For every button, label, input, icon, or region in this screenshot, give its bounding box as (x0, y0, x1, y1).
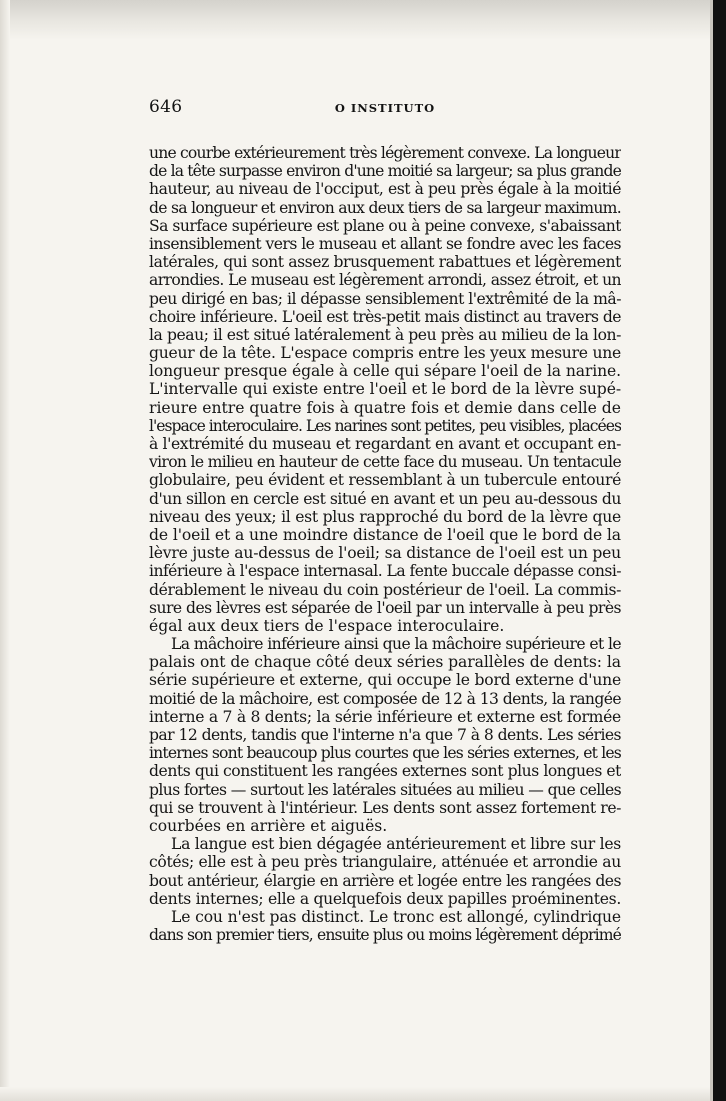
text-line: peu dirigé en bas; il dépasse sensiblement l'extrêmité de la mâ- (149, 289, 621, 308)
text-line: arrondies. Le museau est légèrement arrondi, assez étroit, et un (149, 271, 621, 290)
text-line: L'intervalle qui existe entre l'oeil et le bord de la lèvre supé- (149, 380, 621, 399)
text-line: insensiblement vers le museau et allant se fondre avec les faces (149, 234, 621, 253)
text-line: viron le milieu en hauteur de cette face du museau. Un tentacule (149, 453, 621, 472)
text-line: choire inférieure. L'oeil est très-petit mais distinct au travers de (149, 307, 621, 326)
text-line: interne a 7 à 8 dents; la série inférieure et externe est formée (149, 707, 621, 726)
text-line: niveau des yeux; il est plus rapproché du bord de la lèvre que (149, 507, 621, 526)
text-line: qui se trouvent à l'intérieur. Les dents sont assez fortement re- (149, 798, 621, 817)
text-line: dérablement le niveau du coin postérieur de l'oeil. La commis- (149, 580, 621, 599)
text-line: inférieure à l'espace internasal. La fente buccale dépasse consi- (149, 562, 621, 581)
text-line: Le cou n'est pas distinct. Le tronc est allongé, cylindrique (171, 907, 621, 926)
text-line: de sa longueur et environ aux deux tiers de sa largeur maximum. (149, 198, 621, 217)
text-line: sure des lèvres est séparée de l'oeil par un intervalle à peu près (149, 598, 621, 617)
text-line: dents internes; elle a quelquefois deux papilles proéminentes. (149, 889, 621, 908)
text-line: bout antérieur, élargie en arrière et logée entre les rangées des (149, 871, 621, 890)
text-line: internes sont beaucoup plus courtes que les séries externes, et les (149, 744, 621, 763)
text-line: rieure entre quatre fois à quatre fois et demie dans celle de (149, 398, 621, 417)
text-line: plus fortes — surtout les latérales situées au milieu — que celles (149, 780, 621, 799)
text-line: dans son premier tiers, ensuite plus ou moins légèrement déprimé (149, 926, 621, 945)
scan-right-border (713, 0, 726, 1101)
text-line: à l'extrémité du museau et regardant en avant et occupant en- (149, 435, 621, 453)
text-line: dents qui constituent les rangées externes sont plus longues et (149, 762, 621, 781)
text-line: par 12 dents, tandis que l'interne n'a que 7 à 8 dents. Les séries (149, 726, 621, 744)
body-text (149, 144, 621, 944)
scan-left-shadow (0, 0, 10, 1101)
text-line: latérales, qui sont assez brusquement rabattues et légèrement (149, 253, 621, 272)
scan-bottom-shadow (0, 1087, 713, 1101)
text-line: l'espace interoculaire. Les narines sont petites, peu visibles, placées (149, 416, 621, 435)
text-line: de la tête surpasse environ d'une moitié sa largeur; sa plus grande (149, 162, 621, 181)
page-number: 646 (149, 97, 183, 117)
text-line: lèvre juste au-dessus de l'oeil; sa distance de l'oeil est un peu (149, 544, 621, 563)
running-head (149, 97, 621, 121)
text-line: gueur de la tête. L'espace compris entre les yeux mesure une (149, 344, 621, 363)
text-line: série supérieure et externe, qui occupe le bord externe d'une (149, 671, 621, 690)
text-line: hauteur, au niveau de l'occiput, est à peu près égale à la moitié (149, 180, 621, 199)
text-line: de l'oeil et a une moindre distance de l'oeil que le bord de la (149, 525, 621, 544)
text-line: égal aux deux tiers de l'espace interoculaire. (149, 616, 505, 635)
journal-title: O INSTITUTO (334, 101, 436, 115)
text-line: globulaire, peu évident et ressemblant à un tubercule entouré (149, 471, 621, 490)
scan-top-shadow (0, 0, 713, 40)
text-line: une courbe extérieurement très légèrement convexe. La longueur (149, 144, 621, 162)
text-line: palais ont de chaque côté deux séries parallèles de dents: la (149, 653, 621, 672)
text-line: la peau; il est situé latéralement à peu près au milieu de la lon- (149, 325, 621, 344)
text-line: longueur presque égale à celle qui sépare l'oeil de la narine. (149, 362, 621, 381)
text-line: côtés; elle est à peu près triangulaire, atténuée et arrondie au (149, 853, 621, 872)
text-line: d'un sillon en cercle est situé en avant et un peu au-dessous du (149, 489, 621, 508)
text-line: Sa surface supérieure est plane ou à peine convexe, s'abaissant (149, 216, 621, 235)
text-line: moitié de la mâchoire, est composée de 12 à 13 dents, la rangée (149, 689, 621, 708)
text-line: La mâchoire inférieure ainsi que la mâchoire supérieure et le (171, 635, 621, 654)
text-line: courbées en arrière et aiguës. (149, 816, 388, 835)
text-line: La langue est bien dégagée antérieurement et libre sur les (171, 835, 621, 854)
